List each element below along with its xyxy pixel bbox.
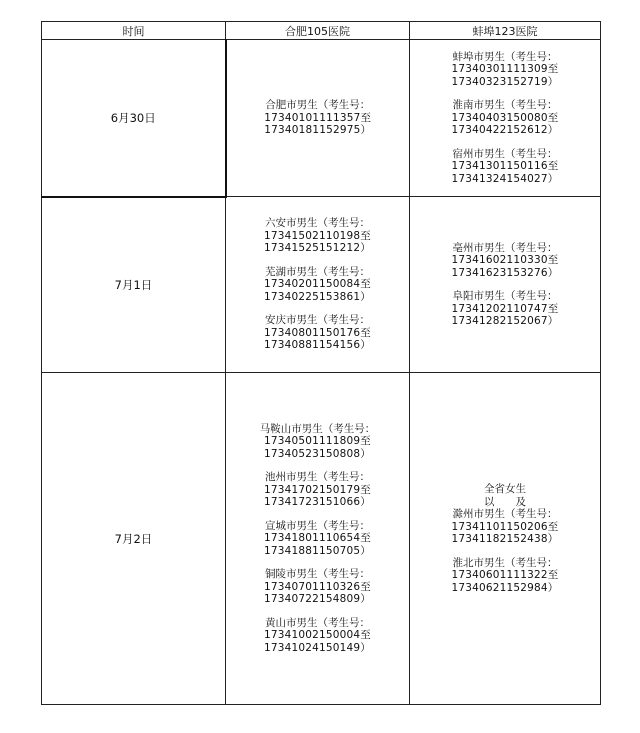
date-cell: 7月2日	[42, 373, 226, 705]
id-from: 17340201150084至	[263, 278, 372, 291]
bengbu-cell	[410, 40, 601, 197]
id-from: 17341202110747至	[451, 302, 559, 315]
city-label: 亳州市男生（考生号：	[452, 241, 558, 254]
list-item	[226, 314, 409, 352]
city-label: 芜湖市男生（考生号：	[265, 265, 370, 278]
header-time: 时间	[42, 22, 226, 40]
city-label: 铜陵市男生（考生号：	[265, 568, 370, 581]
list-item	[227, 99, 410, 137]
hefei-cell	[226, 373, 410, 705]
id-to: 17340181152975）	[264, 124, 372, 137]
id-from: 17341702150179至	[263, 483, 372, 496]
list-item	[410, 290, 600, 328]
table-row	[42, 197, 601, 373]
id-from: 17341801110654至	[263, 532, 372, 545]
id-to: 17341723151066）	[263, 496, 372, 509]
id-from: 17340701110326至	[263, 580, 372, 593]
id-from: 17340101111357至	[264, 111, 372, 124]
city-label: 六安市男生（考生号：	[265, 217, 370, 230]
id-to: 17341881150705）	[263, 544, 372, 557]
id-from: 17341101150206至	[451, 520, 559, 533]
id-to: 17340323152719）	[451, 75, 559, 88]
id-to: 17340225153861）	[263, 290, 372, 303]
header-bengbu-hospital: 蚌埠123医院	[410, 22, 601, 40]
list-item	[410, 51, 600, 89]
notice-line: 全省女生	[484, 483, 526, 495]
city-label: 阜阳市男生（考生号：	[452, 290, 558, 302]
bengbu-cell	[410, 197, 601, 373]
date-cell: 7月1日	[42, 197, 226, 373]
header-hefei-hospital: 合肥105医院	[226, 22, 410, 40]
list-item	[410, 483, 600, 546]
id-to: 17341324154027）	[451, 172, 559, 185]
list-item	[410, 557, 600, 595]
date-cell: 6月30日	[42, 40, 226, 197]
city-label: 淮北市男生（考生号：	[452, 556, 558, 569]
list-item	[410, 148, 600, 186]
city-label: 安庆市男生（考生号：	[265, 314, 370, 327]
id-to: 17340621152984）	[451, 581, 559, 594]
id-to: 17341623153276）	[451, 266, 559, 279]
notice-line: 以 及	[484, 495, 526, 508]
id-to: 17341024150149）	[263, 641, 372, 654]
list-item	[410, 242, 600, 280]
list-item	[410, 99, 600, 137]
id-to: 17340881154156）	[263, 339, 372, 352]
id-from: 17340801150176至	[263, 326, 372, 339]
city-label: 黄山市男生（考生号：	[265, 616, 370, 629]
id-from: 17341502110198至	[263, 229, 372, 242]
id-from: 17341602110330至	[451, 254, 559, 266]
list-item	[226, 617, 409, 655]
list-item	[226, 266, 409, 304]
schedule-table	[41, 21, 601, 705]
id-from: 17340301111309至	[451, 63, 559, 76]
header-row	[42, 22, 601, 40]
hefei-cell	[226, 197, 410, 373]
city-label: 淮南市男生（考生号：	[452, 99, 558, 112]
list-item	[226, 423, 409, 461]
list-item	[226, 217, 409, 255]
id-from: 17341301150116至	[451, 160, 559, 173]
hefei-cell	[226, 40, 410, 197]
city-label: 马鞍山市男生（考生号：	[259, 422, 376, 435]
city-label: 宣城市男生（考生号：	[265, 519, 370, 532]
list-item	[226, 520, 409, 558]
id-from: 17340601111322至	[451, 569, 559, 581]
city-label: 合肥市男生（考生号：	[265, 99, 371, 112]
id-to: 17341182152438）	[451, 533, 559, 545]
id-to: 17340523150808）	[263, 447, 372, 460]
id-to: 17341525151212）	[263, 242, 372, 255]
table-row	[42, 373, 601, 705]
id-to: 17340422152612）	[451, 124, 559, 137]
city-label: 滁州市男生（考生号：	[452, 508, 558, 520]
id-from: 17340501111809至	[263, 435, 372, 448]
id-from: 17340403150080至	[451, 111, 559, 124]
city-label: 蚌埠市男生（考生号：	[452, 50, 558, 63]
table-row	[42, 40, 601, 197]
id-to: 17341282152067）	[451, 315, 559, 327]
id-to: 17340722154809）	[263, 593, 372, 606]
bengbu-cell	[410, 373, 601, 705]
id-from: 17341002150004至	[263, 629, 372, 642]
city-label: 池州市男生（考生号：	[265, 471, 370, 484]
list-item	[226, 568, 409, 606]
list-item	[226, 471, 409, 509]
city-label: 宿州市男生（考生号：	[452, 147, 558, 160]
